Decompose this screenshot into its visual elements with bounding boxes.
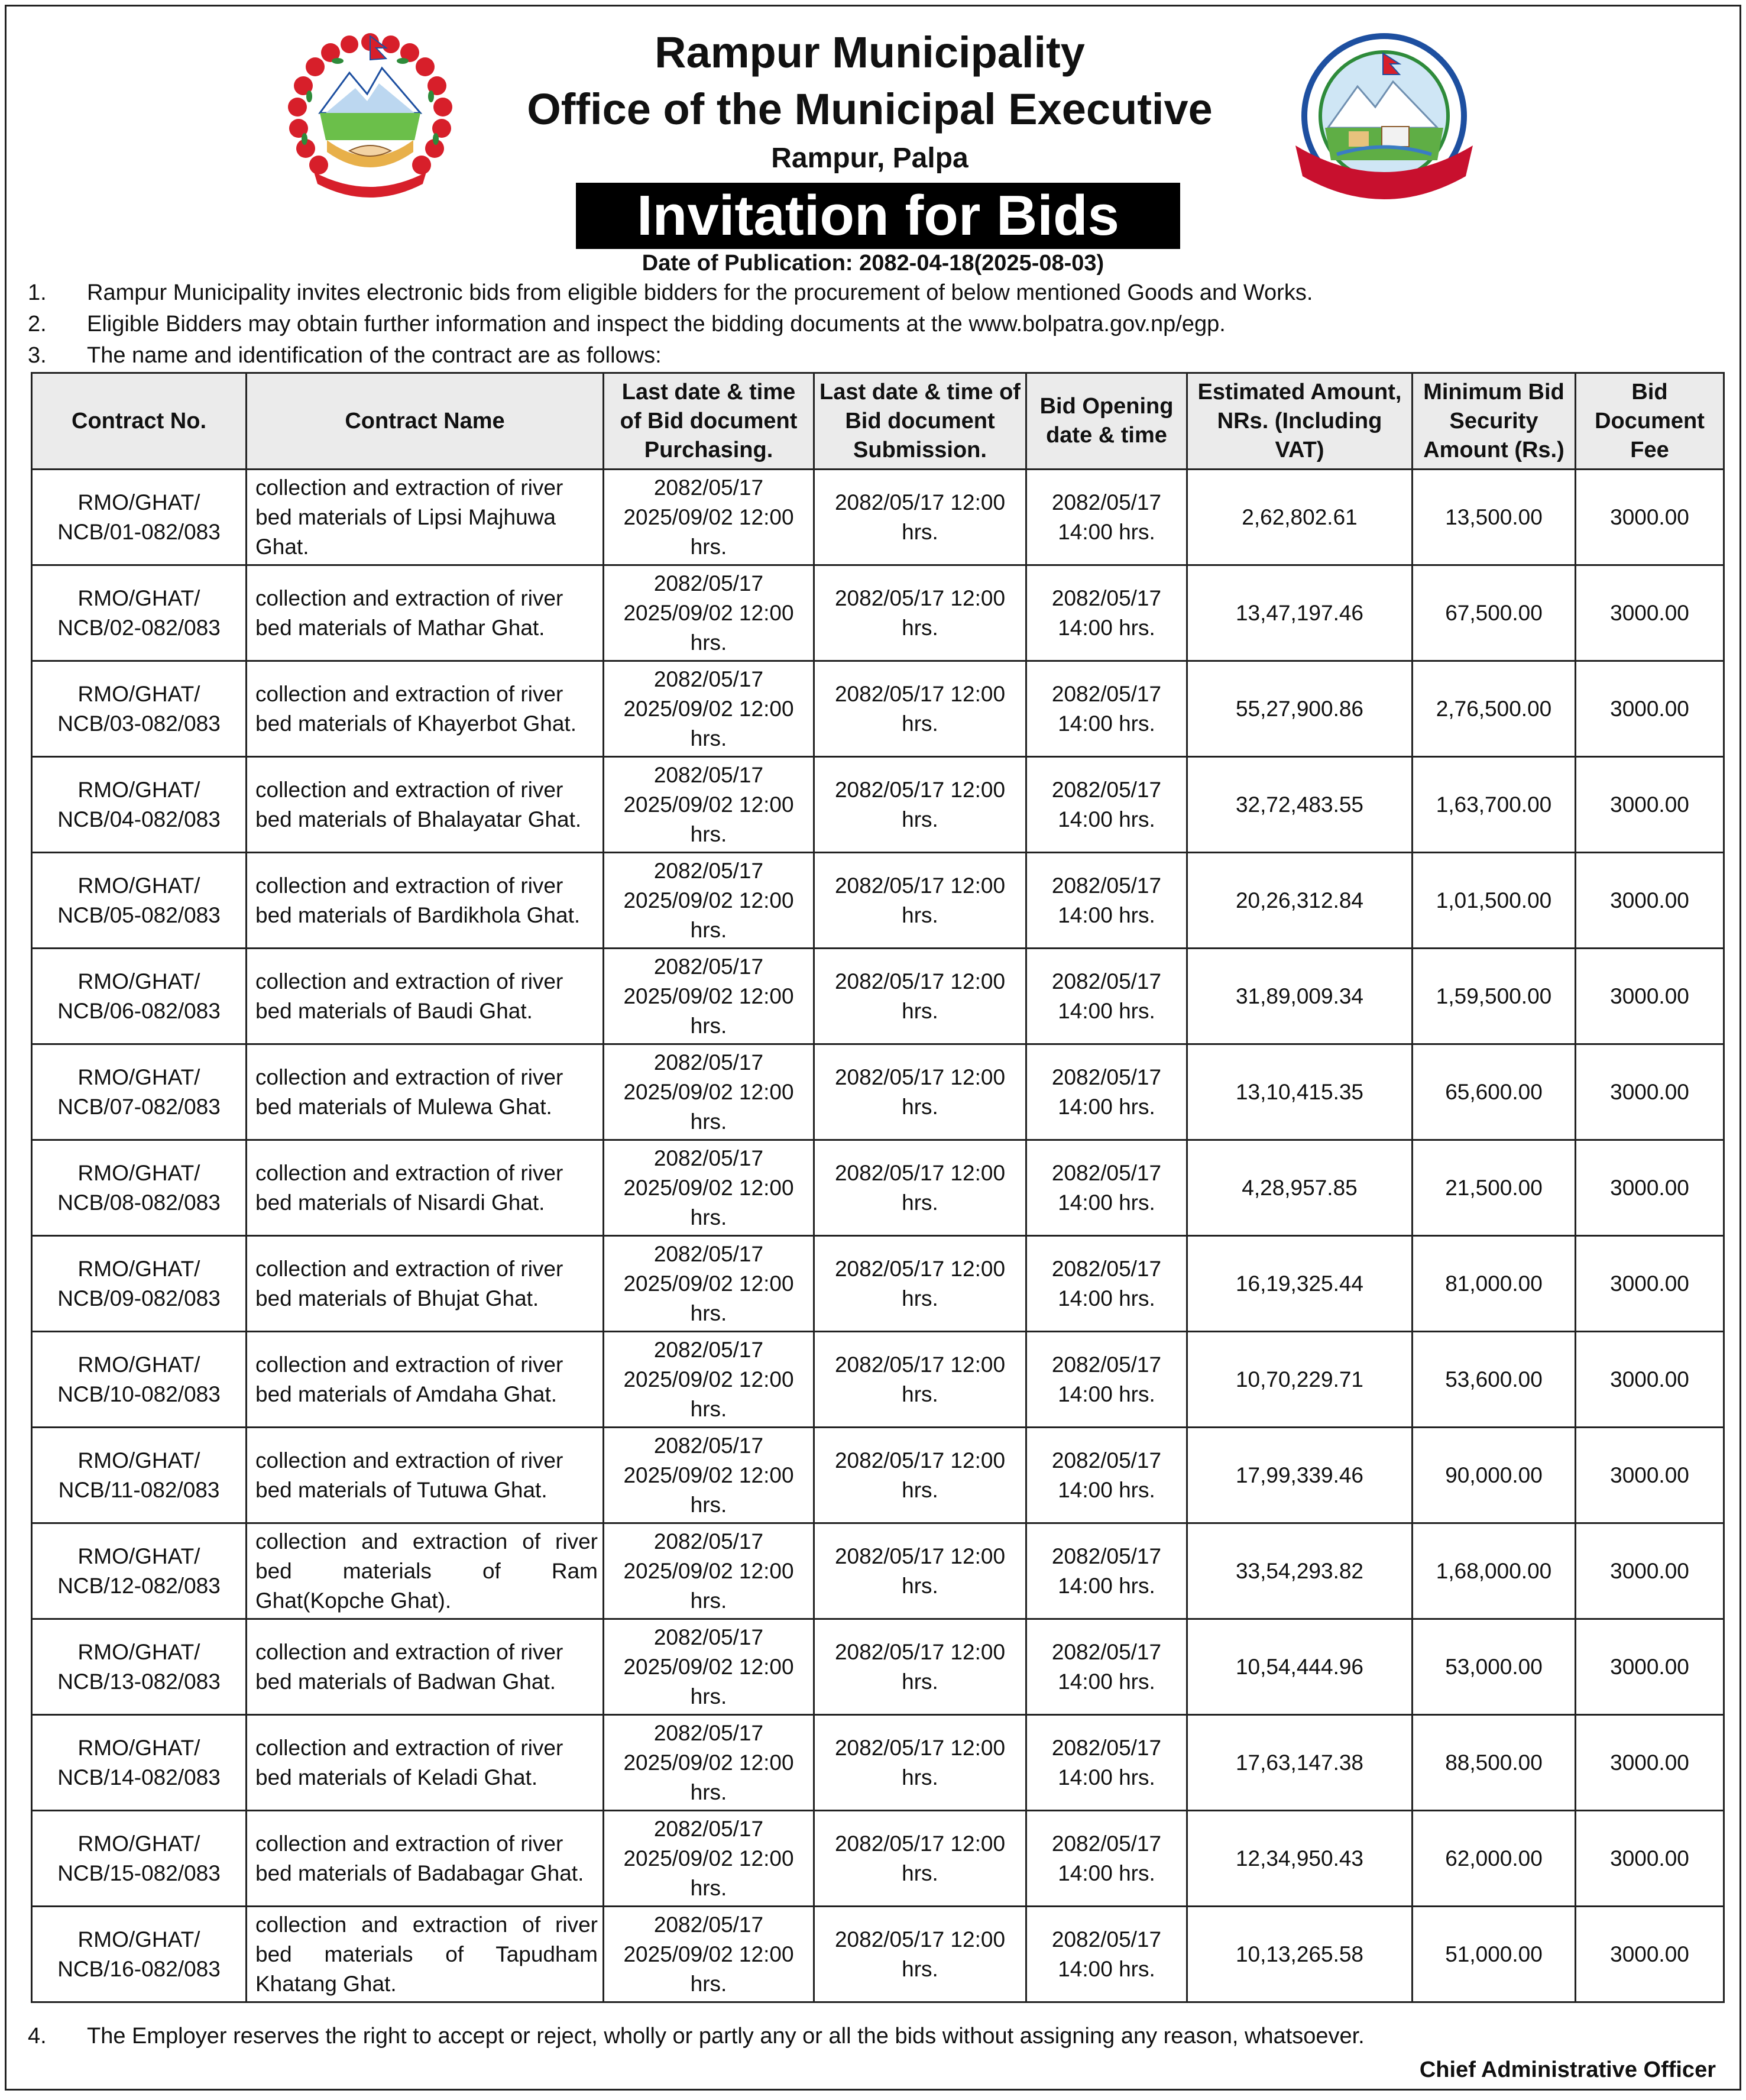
document-fee-cell: 3000.00 [1576,1619,1724,1715]
bid-opening-cell: 2082/05/17 14:00 hrs. [1026,1523,1187,1619]
contract-name-cell: collection and extraction of river bed materials of Lipsi Majhuwa Ghat. [247,470,604,565]
document-fee-cell: 3000.00 [1576,470,1724,565]
document-fee-cell: 3000.00 [1576,1811,1724,1907]
estimated-amount-cell: 33,54,293.82 [1187,1523,1413,1619]
notice-page [5,5,1741,2091]
table-row [32,1715,1724,1811]
estimated-amount-cell: 55,27,900.86 [1187,661,1413,757]
point-number: 4. [28,2024,47,2049]
invitation-banner: Invitation for Bids [576,183,1180,249]
contract-number-cell: RMO/GHAT/ NCB/12-082/083 [32,1523,247,1619]
bid-security-cell: 67,500.00 [1413,565,1576,661]
purchase-deadline-cell: 2082/05/17 2025/09/02 12:00 hrs. [604,1619,814,1715]
document-fee-cell: 3000.00 [1576,757,1724,853]
contract-number-cell: RMO/GHAT/ NCB/13-082/083 [32,1619,247,1715]
document-fee-cell: 3000.00 [1576,1332,1724,1428]
contract-number-cell: RMO/GHAT/ NCB/09-082/083 [32,1236,247,1332]
notice-point [28,340,1731,371]
table-row [32,1811,1724,1907]
contract-number-cell: RMO/GHAT/ NCB/06-082/083 [32,949,247,1044]
document-fee-cell: 3000.00 [1576,1236,1724,1332]
purchase-deadline-cell: 2082/05/17 2025/09/02 12:00 hrs. [604,757,814,853]
contract-name-cell: collection and extraction of river bed materials of Tapudham Khatang Ghat. [247,1907,604,2002]
column-header: Contract Name [247,373,604,470]
table-row [32,1907,1724,2002]
estimated-amount-cell: 16,19,325.44 [1187,1236,1413,1332]
estimated-amount-cell: 12,34,950.43 [1187,1811,1413,1907]
notice-header [7,7,1739,276]
notice-point-final [28,2022,1731,2050]
bid-security-cell: 90,000.00 [1413,1428,1576,1523]
document-fee-cell: 3000.00 [1576,661,1724,757]
table-row [32,757,1724,853]
contract-name-cell: collection and extraction of river bed materials of Bhalayatar Ghat. [247,757,604,853]
purchase-deadline-cell: 2082/05/17 2025/09/02 12:00 hrs. [604,1907,814,2002]
column-header: Bid Document Fee [1576,373,1724,470]
table-row [32,949,1724,1044]
bid-security-cell: 1,63,700.00 [1413,757,1576,853]
contract-number-cell: RMO/GHAT/ NCB/04-082/083 [32,757,247,853]
document-fee-cell: 3000.00 [1576,1523,1724,1619]
notice-point [28,309,1731,340]
document-fee-cell: 3000.00 [1576,565,1724,661]
bid-opening-cell: 2082/05/17 14:00 hrs. [1026,1332,1187,1428]
submission-deadline-cell: 2082/05/17 12:00 hrs. [814,1236,1026,1332]
estimated-amount-cell: 10,54,444.96 [1187,1619,1413,1715]
submission-deadline-cell: 2082/05/17 12:00 hrs. [814,1715,1026,1811]
purchase-deadline-cell: 2082/05/17 2025/09/02 12:00 hrs. [604,1523,814,1619]
purchase-deadline-cell: 2082/05/17 2025/09/02 12:00 hrs. [604,949,814,1044]
purchase-deadline-cell: 2082/05/17 2025/09/02 12:00 hrs. [604,853,814,949]
contract-number-cell: RMO/GHAT/ NCB/07-082/083 [32,1044,247,1140]
estimated-amount-cell: 17,99,339.46 [1187,1428,1413,1523]
point-number: 1. [28,280,47,305]
bid-security-cell: 51,000.00 [1413,1907,1576,2002]
contract-name-cell: collection and extraction of river bed materials of Badwan Ghat. [247,1619,604,1715]
document-fee-cell: 3000.00 [1576,1140,1724,1236]
bid-security-cell: 1,68,000.00 [1413,1523,1576,1619]
estimated-amount-cell: 13,10,415.35 [1187,1044,1413,1140]
contract-name-cell: collection and extraction of river bed materials of Baudi Ghat. [247,949,604,1044]
notice-point [28,277,1731,309]
contract-name-cell: collection and extraction of river bed materials of Tutuwa Ghat. [247,1428,604,1523]
column-header: Last date & time of Bid document Purchasing. [604,373,814,470]
estimated-amount-cell: 31,89,009.34 [1187,949,1413,1044]
submission-deadline-cell: 2082/05/17 12:00 hrs. [814,1907,1026,2002]
bid-security-cell: 1,01,500.00 [1413,853,1576,949]
bid-security-cell: 81,000.00 [1413,1236,1576,1332]
submission-deadline-cell: 2082/05/17 12:00 hrs. [814,757,1026,853]
purchase-deadline-cell: 2082/05/17 2025/09/02 12:00 hrs. [604,661,814,757]
table-row [32,1523,1724,1619]
purchase-deadline-cell: 2082/05/17 2025/09/02 12:00 hrs. [604,1811,814,1907]
estimated-amount-cell: 10,13,265.58 [1187,1907,1413,2002]
bid-opening-cell: 2082/05/17 14:00 hrs. [1026,470,1187,565]
estimated-amount-cell: 4,28,957.85 [1187,1140,1413,1236]
bid-security-cell: 62,000.00 [1413,1811,1576,1907]
bid-security-cell: 53,600.00 [1413,1332,1576,1428]
table-row [32,853,1724,949]
contract-name-cell: collection and extraction of river bed materials of Bhujat Ghat. [247,1236,604,1332]
purchase-deadline-cell: 2082/05/17 2025/09/02 12:00 hrs. [604,1236,814,1332]
document-fee-cell: 3000.00 [1576,1907,1724,2002]
contract-number-cell: RMO/GHAT/ NCB/08-082/083 [32,1140,247,1236]
estimated-amount-cell: 17,63,147.38 [1187,1715,1413,1811]
column-header: Contract No. [32,373,247,470]
table-header-row [32,373,1724,470]
contract-number-cell: RMO/GHAT/ NCB/03-082/083 [32,661,247,757]
office-name: Office of the Municipal Executive [527,85,1213,134]
contract-name-cell: collection and extraction of river bed materials of Ram Ghat(Kopche Ghat). [247,1523,604,1619]
column-header: Minimum Bid Security Amount (Rs.) [1413,373,1576,470]
purchase-deadline-cell: 2082/05/17 2025/09/02 12:00 hrs. [604,1715,814,1811]
submission-deadline-cell: 2082/05/17 12:00 hrs. [814,1428,1026,1523]
bid-opening-cell: 2082/05/17 14:00 hrs. [1026,949,1187,1044]
contract-number-cell: RMO/GHAT/ NCB/11-082/083 [32,1428,247,1523]
estimated-amount-cell: 10,70,229.71 [1187,1332,1413,1428]
bid-opening-cell: 2082/05/17 14:00 hrs. [1026,1619,1187,1715]
purchase-deadline-cell: 2082/05/17 2025/09/02 12:00 hrs. [604,470,814,565]
contract-number-cell: RMO/GHAT/ NCB/05-082/083 [32,853,247,949]
contract-name-cell: collection and extraction of river bed materials of Badabagar Ghat. [247,1811,604,1907]
document-fee-cell: 3000.00 [1576,949,1724,1044]
bid-opening-cell: 2082/05/17 14:00 hrs. [1026,1811,1187,1907]
contract-name-cell: collection and extraction of river bed materials of Mulewa Ghat. [247,1044,604,1140]
point-text: The Employer reserves the right to accept or reject, wholly or partly any or all the bids without assigning any reason, whatsoever. [87,2024,1365,2049]
purchase-deadline-cell: 2082/05/17 2025/09/02 12:00 hrs. [604,1332,814,1428]
bid-security-cell: 21,500.00 [1413,1140,1576,1236]
submission-deadline-cell: 2082/05/17 12:00 hrs. [814,853,1026,949]
rampur-municipality-logo [1278,27,1491,216]
table-row [32,1428,1724,1523]
submission-deadline-cell: 2082/05/17 12:00 hrs. [814,1811,1026,1907]
estimated-amount-cell: 20,26,312.84 [1187,853,1413,949]
bid-opening-cell: 2082/05/17 14:00 hrs. [1026,565,1187,661]
column-header: Bid Opening date & time [1026,373,1187,470]
document-fee-cell: 3000.00 [1576,1428,1724,1523]
document-fee-cell: 3000.00 [1576,1044,1724,1140]
bid-security-cell: 65,600.00 [1413,1044,1576,1140]
contract-number-cell: RMO/GHAT/ NCB/10-082/083 [32,1332,247,1428]
bid-opening-cell: 2082/05/17 14:00 hrs. [1026,1236,1187,1332]
document-fee-cell: 3000.00 [1576,853,1724,949]
publication-date: Date of Publication: 2082-04-18(2025-08-03) [642,251,1104,276]
submission-deadline-cell: 2082/05/17 12:00 hrs. [814,1332,1026,1428]
point-text: Eligible Bidders may obtain further information and inspect the bidding documents at the www.bolpatra.gov.np/egp. [87,312,1226,336]
table-row [32,1619,1724,1715]
purchase-deadline-cell: 2082/05/17 2025/09/02 12:00 hrs. [604,1044,814,1140]
contract-name-cell: collection and extraction of river bed materials of Khayerbot Ghat. [247,661,604,757]
bid-opening-cell: 2082/05/17 14:00 hrs. [1026,757,1187,853]
bid-opening-cell: 2082/05/17 14:00 hrs. [1026,853,1187,949]
purchase-deadline-cell: 2082/05/17 2025/09/02 12:00 hrs. [604,1428,814,1523]
bid-opening-cell: 2082/05/17 14:00 hrs. [1026,1044,1187,1140]
column-header: Last date & time of Bid document Submission. [814,373,1026,470]
table-row [32,1236,1724,1332]
contract-name-cell: collection and extraction of river bed materials of Nisardi Ghat. [247,1140,604,1236]
bid-opening-cell: 2082/05/17 14:00 hrs. [1026,1428,1187,1523]
bid-security-cell: 88,500.00 [1413,1715,1576,1811]
nepal-emblem-logo [278,24,462,208]
contract-name-cell: collection and extraction of river bed materials of Amdaha Ghat. [247,1332,604,1428]
location: Rampur, Palpa [771,143,968,174]
title-block [468,24,1272,179]
contract-number-cell: RMO/GHAT/ NCB/14-082/083 [32,1715,247,1811]
table-row [32,1044,1724,1140]
contract-number-cell: RMO/GHAT/ NCB/02-082/083 [32,565,247,661]
estimated-amount-cell: 13,47,197.46 [1187,565,1413,661]
signatory-title: Chief Administrative Officer [1419,2057,1716,2082]
purchase-deadline-cell: 2082/05/17 2025/09/02 12:00 hrs. [604,1140,814,1236]
estimated-amount-cell: 2,62,802.61 [1187,470,1413,565]
bid-security-cell: 13,500.00 [1413,470,1576,565]
bid-opening-cell: 2082/05/17 14:00 hrs. [1026,661,1187,757]
submission-deadline-cell: 2082/05/17 12:00 hrs. [814,661,1026,757]
submission-deadline-cell: 2082/05/17 12:00 hrs. [814,1044,1026,1140]
point-text: The name and identification of the contract are as follows: [87,343,662,368]
table-row [32,661,1724,757]
table-row [32,470,1724,565]
submission-deadline-cell: 2082/05/17 12:00 hrs. [814,1140,1026,1236]
bid-opening-cell: 2082/05/17 14:00 hrs. [1026,1715,1187,1811]
table-row [32,565,1724,661]
contracts-table [31,372,1725,2003]
submission-deadline-cell: 2082/05/17 12:00 hrs. [814,470,1026,565]
submission-deadline-cell: 2082/05/17 12:00 hrs. [814,949,1026,1044]
bid-security-cell: 1,59,500.00 [1413,949,1576,1044]
submission-deadline-cell: 2082/05/17 12:00 hrs. [814,1523,1026,1619]
point-text: Rampur Municipality invites electronic bids from eligible bidders for the procurement of below mentioned Goods and Works. [87,280,1313,305]
purchase-deadline-cell: 2082/05/17 2025/09/02 12:00 hrs. [604,565,814,661]
bid-security-cell: 53,000.00 [1413,1619,1576,1715]
contract-name-cell: collection and extraction of river bed materials of Bardikhola Ghat. [247,853,604,949]
bid-opening-cell: 2082/05/17 14:00 hrs. [1026,1907,1187,2002]
submission-deadline-cell: 2082/05/17 12:00 hrs. [814,1619,1026,1715]
column-header: Estimated Amount, NRs. (Including VAT) [1187,373,1413,470]
contract-name-cell: collection and extraction of river bed materials of Mathar Ghat. [247,565,604,661]
table-row [32,1140,1724,1236]
submission-deadline-cell: 2082/05/17 12:00 hrs. [814,565,1026,661]
notice-points [28,277,1731,371]
bid-security-cell: 2,76,500.00 [1413,661,1576,757]
contract-name-cell: collection and extraction of river bed materials of Keladi Ghat. [247,1715,604,1811]
table-body [32,470,1724,2002]
table-row [32,1332,1724,1428]
estimated-amount-cell: 32,72,483.55 [1187,757,1413,853]
organization-name: Rampur Municipality [655,28,1085,77]
contract-number-cell: RMO/GHAT/ NCB/01-082/083 [32,470,247,565]
document-fee-cell: 3000.00 [1576,1715,1724,1811]
point-number: 2. [28,312,47,336]
contract-number-cell: RMO/GHAT/ NCB/15-082/083 [32,1811,247,1907]
bid-opening-cell: 2082/05/17 14:00 hrs. [1026,1140,1187,1236]
contract-number-cell: RMO/GHAT/ NCB/16-082/083 [32,1907,247,2002]
point-number: 3. [28,343,47,368]
